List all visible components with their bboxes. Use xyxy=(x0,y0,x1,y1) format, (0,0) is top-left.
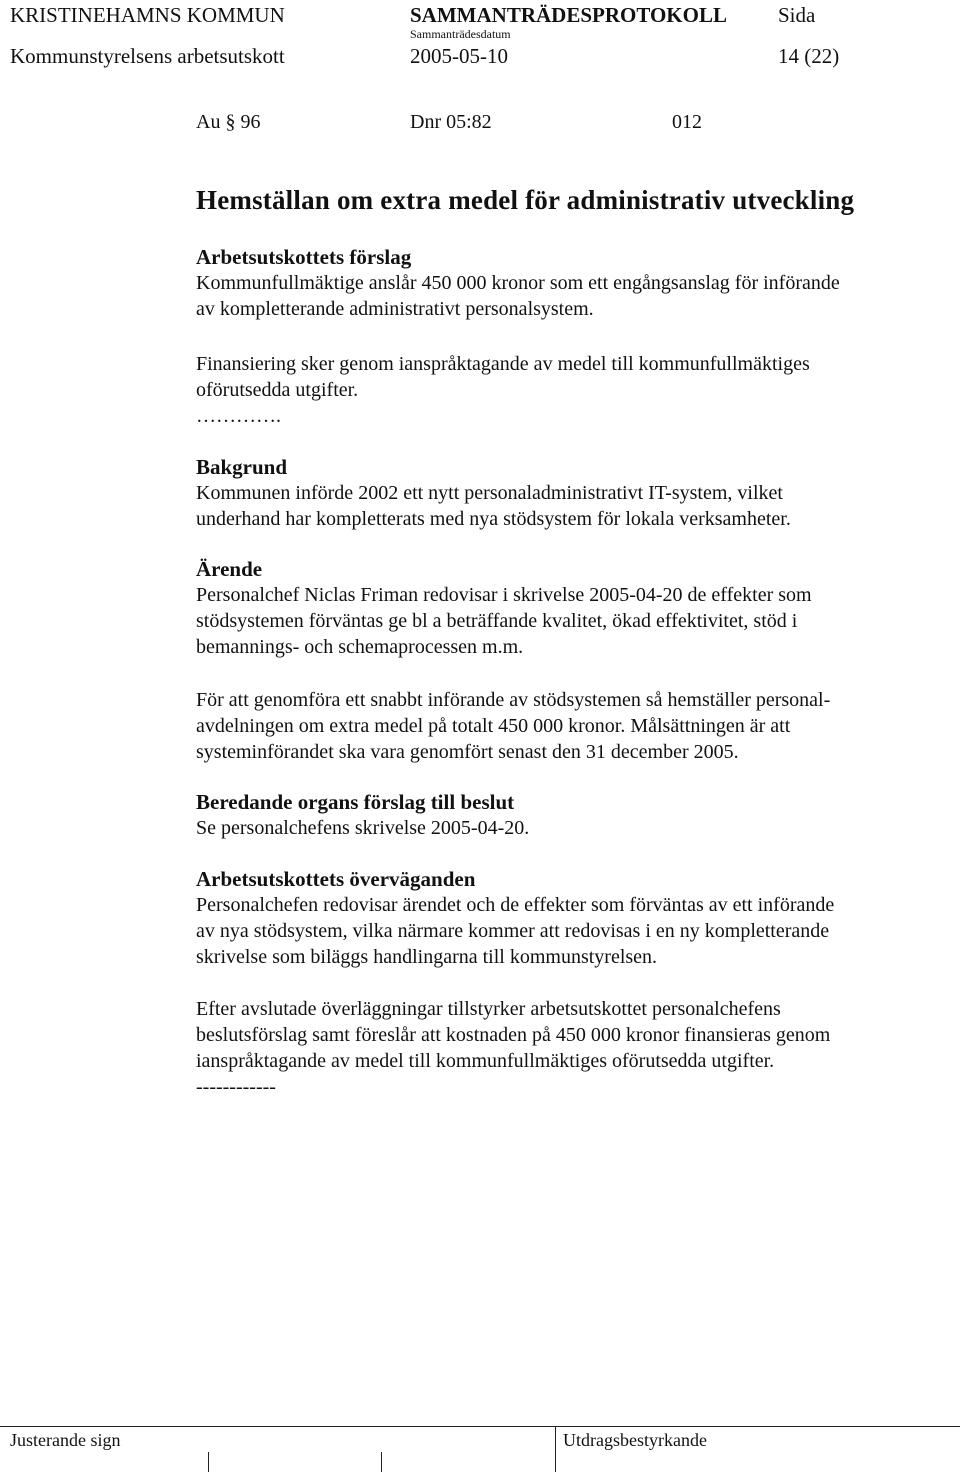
text-line: Personalchef Niclas Friman redovisar i skrivelse 2005-04-20 de effekter som xyxy=(196,584,812,606)
paragraph-number: Au § 96 xyxy=(196,111,261,133)
text-line: Personalchefen redovisar ärendet och de effekter som förväntas av ett införande xyxy=(196,894,835,916)
section-heading: Arbetsutskottets överväganden xyxy=(196,867,476,891)
page-title: Hemställan om extra medel för administrativ utveckling xyxy=(196,185,855,215)
text-line: För att genomföra ett snabbt införande av stödsystemen så hemställer personal- xyxy=(196,689,831,711)
text-line: Kommunen införde 2002 ett nytt personaladministrativt IT-system, vilket xyxy=(196,482,783,504)
text-line: systeminförandet ska vara genomfört senast den 31 december 2005. xyxy=(196,741,739,763)
overvaganden-conclusion xyxy=(196,996,936,1100)
text-line: bemannings- och schemaprocessen m.m. xyxy=(196,636,524,658)
text-line: avdelningen om extra medel på totalt 450 000 kronor. Målsättningen är att xyxy=(196,715,791,737)
page-label: Sida xyxy=(778,3,816,27)
text-line: beslutsförslag samt föreslår att kostnaden på 450 000 kronor finansieras genom xyxy=(196,1024,831,1046)
signature-box-divider xyxy=(381,1452,382,1472)
forslag-section xyxy=(196,245,936,322)
section-heading: Bakgrund xyxy=(196,455,288,479)
sign-label: Justerande sign xyxy=(10,1430,121,1450)
meeting-date: 2005-05-10 xyxy=(410,44,508,68)
page-number: 14 (22) xyxy=(778,44,840,68)
beredande-section xyxy=(196,790,936,841)
text-line: ianspråktagande av medel till kommunfullmäktiges oförutsedda utgifter. xyxy=(196,1050,775,1072)
text-line: av nya stödsystem, vilka närmare kommer att redovisas i en ny kompletterande xyxy=(196,920,830,942)
date-label: Sammanträdesdatum xyxy=(410,27,511,41)
section-heading: Arbetsutskottets förslag xyxy=(196,245,412,269)
text-line: oförutsedda utgifter. xyxy=(196,379,359,401)
text-line: skrivelse som biläggs handlingarna till kommunstyrelsen. xyxy=(196,946,658,968)
forslag-financing xyxy=(196,351,936,429)
arende-request xyxy=(196,687,936,765)
signature-box-divider xyxy=(555,1426,556,1472)
document-type: SAMMANTRÄDESPROTOKOLL xyxy=(410,3,727,27)
text-line: stödsystemen förväntas ge bl a beträffande kvalitet, ökad effektivitet, stöd i xyxy=(196,610,798,632)
case-code: 012 xyxy=(672,111,702,133)
text-line: underhand har kompletterats med nya stödsystem för lokala verksamheter. xyxy=(196,508,791,530)
arende-section xyxy=(196,557,936,660)
diary-number: Dnr 05:82 xyxy=(410,111,492,133)
text-line: Kommunfullmäktige anslår 450 000 kronor som ett engångsanslag för införande xyxy=(196,272,840,294)
section-heading: Beredande organs förslag till beslut xyxy=(196,790,515,814)
municipality-name: KRISTINEHAMNS KOMMUN xyxy=(10,3,285,27)
text-line: Finansiering sker genom ianspråktagande av medel till kommunfullmäktiges xyxy=(196,353,810,375)
text-line: Efter avslutade överläggningar tillstyrker arbetsutskottet personalchefens xyxy=(196,998,781,1020)
signature-box-divider xyxy=(208,1452,209,1472)
committee-name: Kommunstyrelsens arbetsutskott xyxy=(10,44,285,68)
separator-dots: …………. xyxy=(196,405,281,427)
text-line: av kompletterande administrativt personalsystem. xyxy=(196,298,594,320)
overvaganden-section xyxy=(196,867,936,970)
footer-divider xyxy=(0,1426,960,1427)
separator-dashes: ------------ xyxy=(196,1076,276,1098)
bakgrund-section xyxy=(196,455,936,532)
extract-label: Utdragsbestyrkande xyxy=(563,1430,707,1450)
text-line: Se personalchefens skrivelse 2005-04-20. xyxy=(196,817,530,839)
section-heading: Ärende xyxy=(196,557,263,581)
